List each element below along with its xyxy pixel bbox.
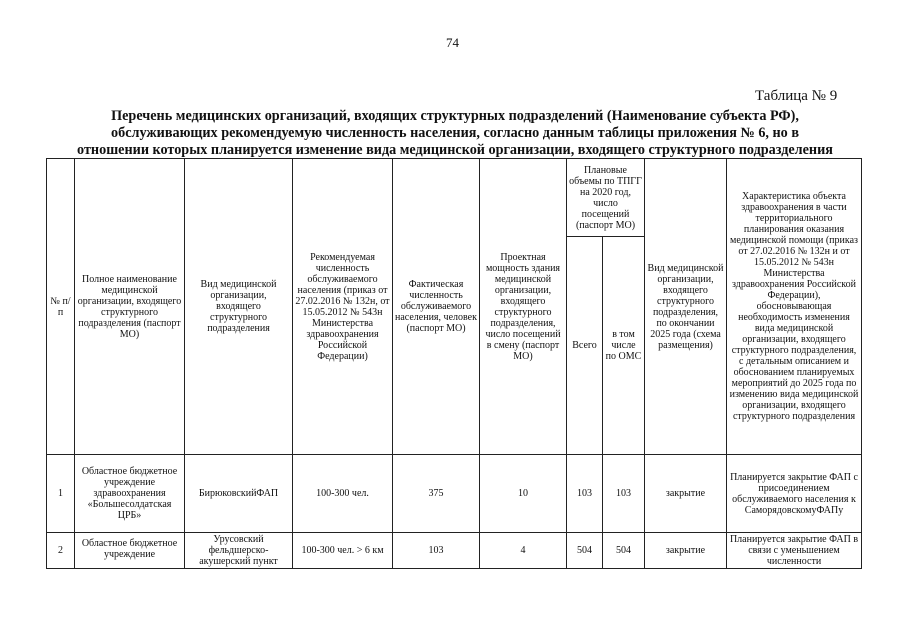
row-type: Урусовский фельдшерско-акушерский пункт: [185, 533, 293, 569]
header-characteristic: Характеристика объекта здравоохранения в части территориального планирования оказания медицинской помощи (приказ от 27.02.2016 № 132н и от 15.05.2012 № 543н Министерства здравоохранения Российской Федерации), обосновывающая необходимость изменения вида медицинской организации, входящего структурного подразделения, с детальным описанием и обоснованием планируемых мероприятий до 2025 года по изменению вида медицинской организации, входящего структурного подразделения: [727, 159, 862, 455]
row-planned-oms: 103: [603, 455, 645, 533]
row-type-2025: закрытие: [645, 455, 727, 533]
row-actual: 375: [393, 455, 480, 533]
row-recommended: 100-300 чел.: [293, 455, 393, 533]
header-type: Вид медицинской организации, входящего структурного подразделения: [185, 159, 293, 455]
row-planned-oms: 504: [603, 533, 645, 569]
row-type-2025: закрытие: [645, 533, 727, 569]
row-characteristic: Планируется закрытие ФАП в связи с уменьшением численности: [727, 533, 862, 569]
header-row: [47, 159, 862, 237]
table-row: [47, 455, 862, 533]
header-actual: Фактическая численность обслуживаемого населения, человек (паспорт МО): [393, 159, 480, 455]
table-label: Таблица № 9: [755, 88, 838, 104]
row-capacity: 4: [480, 533, 567, 569]
header-full-name: Полное наименование медицинской организации, входящего структурного подразделения (паспорт МО): [75, 159, 185, 455]
row-type: БирюковскийФАП: [185, 455, 293, 533]
row-actual: 103: [393, 533, 480, 569]
header-type-2025: Вид медицинской организации, входящего структурного подразделения, по окончании 2025 года (схема размещения): [645, 159, 727, 455]
row-num: 1: [47, 455, 75, 533]
row-full-name-text: Областное бюджетное учреждение: [81, 537, 178, 560]
row-planned-total: 103: [567, 455, 603, 533]
header-planned-group: Плановые объемы по ТПГГ на 2020 год, число посещений (паспорт МО): [567, 159, 645, 237]
title-line-3: отношении которых планируется изменение вида медицинской организации, входящего структурного подразделения: [77, 142, 833, 158]
row-full-name: [75, 533, 185, 569]
table-title: [30, 108, 880, 159]
table-row: [47, 533, 862, 569]
header-num: № п/п: [47, 159, 75, 455]
header-planned-oms: в том числе по ОМС: [603, 237, 645, 455]
row-full-name: Областное бюджетное учреждение здравоохранения «Большесолдатская ЦРБ»: [75, 455, 185, 533]
organizations-table: [46, 158, 862, 569]
row-recommended: 100-300 чел. > 6 км: [293, 533, 393, 569]
page-number: 74: [446, 35, 459, 50]
row-capacity: 10: [480, 455, 567, 533]
header-planned-total: Всего: [567, 237, 603, 455]
header-recommended: Рекомендуемая численность обслуживаемого населения (приказ от 27.02.2016 № 132н, от 15.05.2012 № 543н Министерства здравоохранения Российской Федерации): [293, 159, 393, 455]
title-line-2: обслуживающих рекомендуемую численность населения, согласно данным таблицы приложения № 6, но в: [111, 125, 799, 141]
header-capacity: Проектная мощность здания медицинской организации, входящего структурного подразделения, число посещений в смену (паспорт МО): [480, 159, 567, 455]
title-line-1: Перечень медицинских организаций, входящих структурных подразделений (Наименование субъекта РФ),: [111, 108, 799, 124]
row-planned-total: 504: [567, 533, 603, 569]
row-num: 2: [47, 533, 75, 569]
row-characteristic: Планируется закрытие ФАП с присоединением обслуживаемого населения к СаморядовскомуФАПу: [727, 455, 862, 533]
